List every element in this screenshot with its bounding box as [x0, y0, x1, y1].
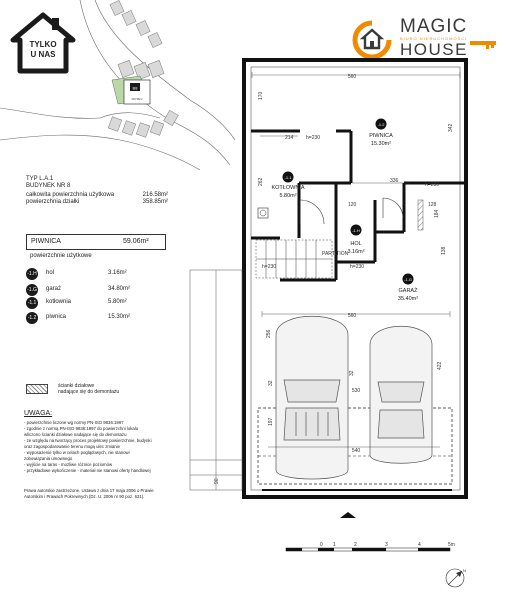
plan-garaz-area: 35.40m² — [397, 296, 419, 302]
site-plan-unit-area: 216.58m² — [131, 98, 143, 101]
demountable-wall — [418, 200, 423, 230]
note-line: - przykładowe wykończenie - materiał nie stanowi oferty handlowej — [24, 468, 151, 473]
level-subheading: powierzchnie użytkowe — [30, 253, 92, 259]
plan-hol-name: HOL — [350, 241, 362, 247]
unit-building: BUDYNEK NR 8 — [26, 183, 71, 189]
dim-138: 138 — [441, 246, 447, 255]
scale-tick: 4 — [418, 542, 421, 548]
note-line: - powierzchnie liczone wg normy PN-ISO 9836:1997 — [24, 420, 124, 425]
plan-partition-label: PARTITION — [322, 251, 349, 257]
dim-256: 256 — [266, 329, 272, 338]
note-line: - wyposażenie tylko w celach poglądowych, nie stanowi — [24, 450, 130, 455]
brand-subtitle: BIURO NIERUCHOMOŚCI — [400, 36, 468, 41]
site-plan-unit-label: B8 — [132, 85, 138, 91]
north-label: N — [463, 568, 466, 573]
legend-line-1: ścianki działowe — [58, 383, 95, 389]
dim-garage-560: 560 — [347, 313, 357, 319]
dim-170: 170 — [258, 91, 264, 100]
plan-kotlownia-area: 5.80m² — [279, 193, 297, 199]
dim-top-width: 560 — [347, 74, 357, 80]
badge-line-1: TYLKO — [29, 40, 57, 49]
room-area: 15.30m² — [108, 314, 131, 320]
plot-area-value: 358.85m² — [142, 199, 168, 205]
dim-h230-a: h=230 — [306, 135, 321, 141]
room-id-badge: -1.G — [26, 284, 38, 296]
dim-32-b: 32 — [268, 380, 274, 386]
note-line: oraz zagospodarowanie terenu mogą ulec zmianie — [24, 444, 121, 449]
level-area: 59.06m² — [123, 238, 149, 245]
north-arrow-icon — [446, 568, 466, 587]
level-name: PIWNICA — [31, 238, 61, 245]
plan-piwnica-name: PIWNICA — [369, 133, 393, 139]
room-name: hol — [46, 270, 55, 276]
scale-tick: 3 — [385, 542, 388, 548]
room-name: garaż — [46, 286, 62, 292]
total-area-value: 216.58m² — [142, 192, 168, 198]
plan-hol-id: -1.H — [352, 227, 360, 233]
dim-90: 90 — [214, 478, 220, 484]
dim-336: 336 — [390, 178, 399, 184]
note-line: - zgodnie z normą PN-ISO 9836:1997 do powierzchni lokalu — [24, 426, 139, 431]
dim-342: 342 — [448, 123, 454, 132]
scale-tick: 1 — [333, 542, 336, 548]
plot-area-label: powierzchnia działki — [26, 199, 80, 205]
plan-garaz-name: GARAŻ — [398, 288, 418, 294]
dim-128: 128 — [428, 202, 437, 208]
note-line: - wyjście na taras - możliwe różnice poziomów — [24, 462, 113, 467]
copyright-line-1: Prawa autorskie zastrzeżone. Ustawa z dnia 17 maja 2006 o Prawie — [24, 488, 154, 493]
legend-line-2: nadające się do demontażu — [58, 389, 120, 395]
plan-piwnica-area: 15.30m² — [370, 141, 392, 147]
dim-214: 214 — [285, 135, 294, 141]
plan-kotlownia-name: KOTŁOWNIA — [271, 185, 305, 191]
dim-540: 540 — [351, 448, 361, 454]
room-id-badge: -1.2 — [26, 312, 38, 324]
room-area: 5.80m² — [108, 299, 127, 305]
scale-tick: 5m — [448, 542, 455, 548]
stairs — [256, 240, 332, 278]
plan-garaz-id: -1.G — [404, 276, 412, 282]
plan-hol-area: 3.16m² — [347, 249, 365, 255]
plan-piwnica-id: -1.2 — [377, 121, 385, 127]
scale-tick: 0 — [320, 542, 323, 548]
dim-422: 422 — [437, 361, 443, 370]
car-icon — [370, 326, 432, 463]
note-line: - ze względu na tworzący proces projektowy powierzchnie, budynki — [24, 438, 152, 443]
total-area-label: całkowita powierzchnia użytkowa — [26, 192, 115, 198]
note-line: wliczono ścianki działowe nadające się do demontażu — [24, 432, 127, 437]
brand-name-bottom: HOUSE — [400, 40, 468, 59]
room-id-badge: -1.H — [26, 268, 38, 280]
dim-h230-c: h=230 — [350, 264, 365, 270]
room-name: kotłownia — [46, 299, 72, 305]
unit-type: TYP L.A.1 — [26, 176, 54, 182]
room-area: 34.80m² — [108, 286, 131, 292]
boiler-icon — [258, 208, 268, 218]
room-id-badge: -1.1 — [26, 297, 38, 309]
dim-530: 530 — [351, 388, 361, 394]
room-area: 3.16m² — [108, 270, 127, 276]
note-line: zobowiązania umownego — [24, 456, 73, 461]
scale-bar — [286, 542, 455, 551]
dim-262: 262 — [258, 177, 264, 186]
dim-184: 184 — [434, 209, 440, 218]
car-icon — [276, 316, 348, 479]
badge-line-2: U NAS — [30, 50, 56, 59]
dim-h230-d: h=230 — [262, 264, 277, 270]
notes-title: UWAGA: — [24, 410, 53, 417]
brand-name-top: MAGIC — [400, 16, 468, 37]
outdoor-steps — [190, 270, 242, 490]
dim-197: 197 — [268, 417, 274, 426]
plan-kotlownia-id: -1.1 — [284, 174, 292, 180]
dim-120: 120 — [348, 202, 357, 208]
room-name: piwnica — [46, 314, 67, 320]
scale-tick: 2 — [354, 542, 357, 548]
dim-h230-b: h=230 — [425, 182, 440, 188]
copyright-line-2: Autorskim i Prawach Pokrewnych (Dz. U. 2006 nr 90 poz. 631). — [24, 494, 145, 499]
dim-32-a: 32 — [349, 370, 355, 376]
